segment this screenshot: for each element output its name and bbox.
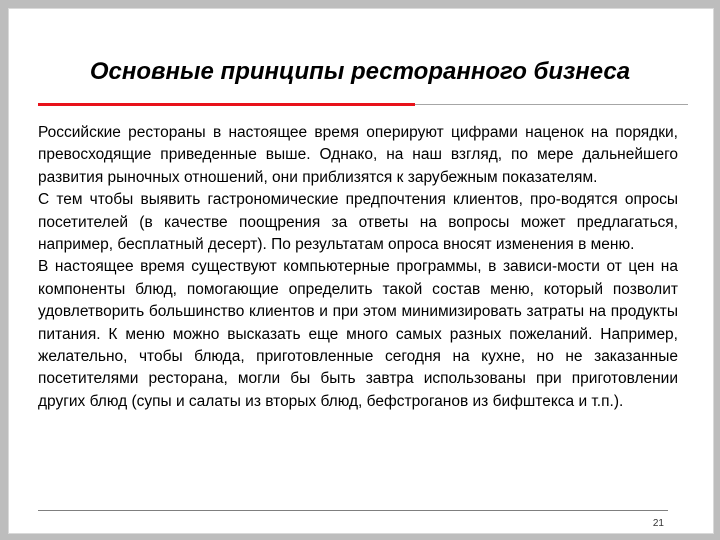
footer-divider (38, 510, 668, 511)
page-number: 21 (652, 518, 664, 529)
paragraph-software: В настоящее время существуют компьютерные программы, в зависи-мости от цен на компоненты блюд, помогающие определить такой состав меню, который позволит удовлетворить большинство клиентов и при этом минимизировать затраты на продукты питания. К меню можно высказать еще много самых разных пожеланий. Например, желательно, чтобы блюда, приготовленные сегодня на кухне, но не заказанные посетителями ресторана, могли бы быть завтра использованы при приготовлении других блюд (супы и салаты из вторых блюд, бефстроганов из бифштекса и т.п.). (38, 258, 678, 410)
paragraph-surveys: С тем чтобы выявить гастрономические предпочтения клиентов, про-водятся опросы посетителей (в качестве поощрения за ответы на вопросы может предлагаться, например, бесплатный десерт). По результатам опроса вносят изменения в меню. (38, 191, 678, 254)
title-underline-line (415, 104, 688, 105)
title-underline-accent (38, 103, 415, 106)
slide-body (38, 122, 678, 413)
paragraph-markups: Российские рестораны в настоящее время оперируют цифрами наценок на порядки, превосходящие приведенные выше. Однако, на наш взгляд, по мере дальнейшего развития рыночных отношений, они приблизятся к зарубежным показателям. (38, 124, 678, 186)
title-underline (38, 103, 688, 106)
slide-title: Основные принципы ресторанного бизнеса (89, 58, 631, 85)
